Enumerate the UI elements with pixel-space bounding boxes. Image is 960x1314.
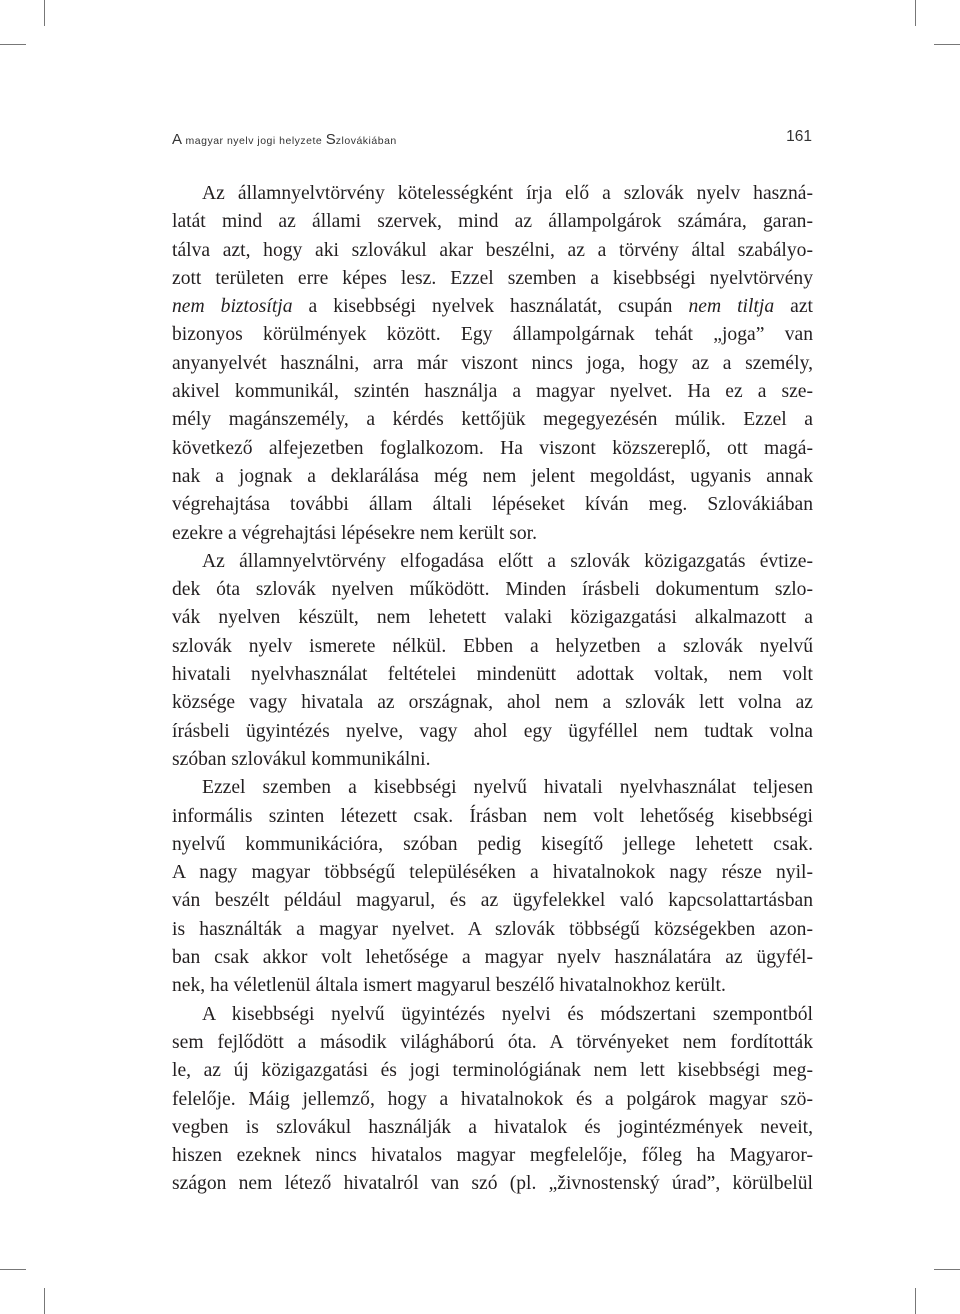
text-line: akivel kommunikál, szintén használja a magyar nyelvet. Ha ez a sze-: [172, 381, 813, 403]
text-line: zott területen erre képes lesz. Ezzel szemben a kisebbségi nyelvtörvény: [172, 267, 813, 289]
running-head: [172, 131, 397, 148]
text-line: Az államnyelvtörvény elfogadása előtt a szlovák közigazgatás évtize-: [202, 550, 813, 572]
text-line: informális szinten létezett csak. Írásban nem volt lehetőség kisebbségi: [172, 805, 813, 827]
body-text: [172, 180, 813, 1199]
running-head-smallcaps: magyar nyelv jogi helyzete: [182, 135, 326, 147]
text-line: felelője. Máig jellemző, hogy a hivatalnokok és a polgárok magyar szö-: [172, 1088, 813, 1110]
text-line: latát mind az állami szervek, mind az állampolgárok számára, garan-: [172, 211, 813, 233]
crop-mark: [934, 1269, 960, 1270]
text-line: tálva azt, hogy aki szlovákul akar beszélni, az a törvény által szabályo-: [172, 239, 813, 261]
text-line: ván beszélt például magyarul, és az ügyfelekkel való kapcsolattartásban: [172, 890, 813, 912]
text-line: A nagy magyar többségű településéken a hivatalnokok nagy része nyil-: [172, 862, 813, 884]
crop-mark: [0, 44, 26, 45]
text-line: anyanyelvét használni, arra már viszont nincs joga, hogy az a személy,: [172, 352, 813, 374]
text-line: sem fejlődött a második világháború óta. A törvényeket nem fordították: [172, 1031, 813, 1053]
crop-mark: [44, 1288, 45, 1314]
text-line: szágon nem létező hivatalról van szó (pl. „živnostenský úrad”, körülbelül: [172, 1173, 813, 1195]
crop-mark: [44, 0, 45, 26]
text-line: végrehajtása további állam általi lépéseket kíván meg. Szlovákiában: [172, 494, 813, 516]
text-line: nak a jognak a deklarálása még nem jelent megoldást, ugyanis annak: [172, 465, 813, 487]
text-line: ezekre a végrehajtási lépésekre nem került sor.: [172, 522, 538, 544]
crop-mark: [915, 1288, 916, 1314]
text-line: szlovák nyelv ismerete nélkül. Ebben a helyzetben a szlovák nyelvű: [172, 635, 813, 657]
text-line: községe vagy hivatala az országnak, ahol nem a szlovák lett volna az: [172, 692, 813, 714]
crop-mark: [0, 1269, 26, 1270]
text-line: vák nyelven készült, nem lehetett valaki közigazgatási alkalmazott a: [172, 607, 813, 629]
text-line: hiszen ezeknek nincs hivatalos magyar megfelelője, főleg ha Magyaror-: [172, 1145, 813, 1167]
text-line: nyelvű kommunikációra, szóban pedig kisegítő jellege lehetett csak.: [172, 833, 813, 855]
italic-emphasis: nem tiltja: [688, 296, 775, 318]
text-line: mély magánszemély, a kérdés kettőjük megegyezésén múlik. Ezzel a: [172, 409, 813, 431]
text-line: írásbeli ügyintézés nyelve, vagy ahol egy ügyféllel nem tudtak volna: [172, 720, 813, 742]
crop-mark: [934, 44, 960, 45]
text-line: ban csak akkor volt lehetősége a magyar nyelv használatára az ügyfél-: [172, 947, 813, 969]
text-line: szóban szlovákul kommunikálni.: [172, 748, 431, 770]
text-line: is használták a magyar nyelvet. A szlovák többségű községekben azon-: [172, 918, 813, 940]
text-line: Ezzel szemben a kisebbségi nyelvű hivatali nyelvhasználat teljesen: [202, 777, 813, 799]
text-line: nek, ha véletlenül általa ismert magyarul beszélő hivatalnokhoz került.: [172, 975, 726, 997]
text-line: [172, 293, 813, 321]
italic-emphasis: nem biztosítja: [172, 296, 293, 318]
text-segment: a kisebbségi nyelvek használatát, csupán: [292, 296, 689, 318]
text-segment: azt: [774, 296, 813, 318]
page-number: 161: [786, 128, 812, 145]
text-line: A kisebbségi nyelvű ügyintézés nyelvi és módszertani szempontból: [202, 1003, 813, 1025]
text-line: következő alfejezetben foglalkozom. Ha viszont közszereplő, ott magá-: [172, 437, 813, 459]
text-line: hivatali nyelvhasználat feltételei mindenütt adottak voltak, nem volt: [172, 664, 813, 686]
text-line: le, az új közigazgatási és jogi terminológiának nem lett kisebbségi meg-: [172, 1060, 813, 1082]
text-line: bizonyos körülmények között. Egy állampolgárnak tehát „joga” van: [172, 324, 813, 346]
running-head-initial: A: [172, 131, 183, 148]
text-line: Az államnyelvtörvény kötelességként írja elő a szlovák nyelv haszná-: [202, 183, 813, 204]
running-head-smallcaps: zlovákiában: [335, 135, 397, 147]
text-line: dek óta szlovák nyelven működött. Minden írásbeli dokumentum szlo-: [172, 579, 813, 601]
text-line: vegben is szlovákul használják a hivatalok és jogintézmények neveit,: [172, 1116, 813, 1138]
crop-mark: [915, 0, 916, 26]
running-head-initial: S: [325, 131, 336, 148]
